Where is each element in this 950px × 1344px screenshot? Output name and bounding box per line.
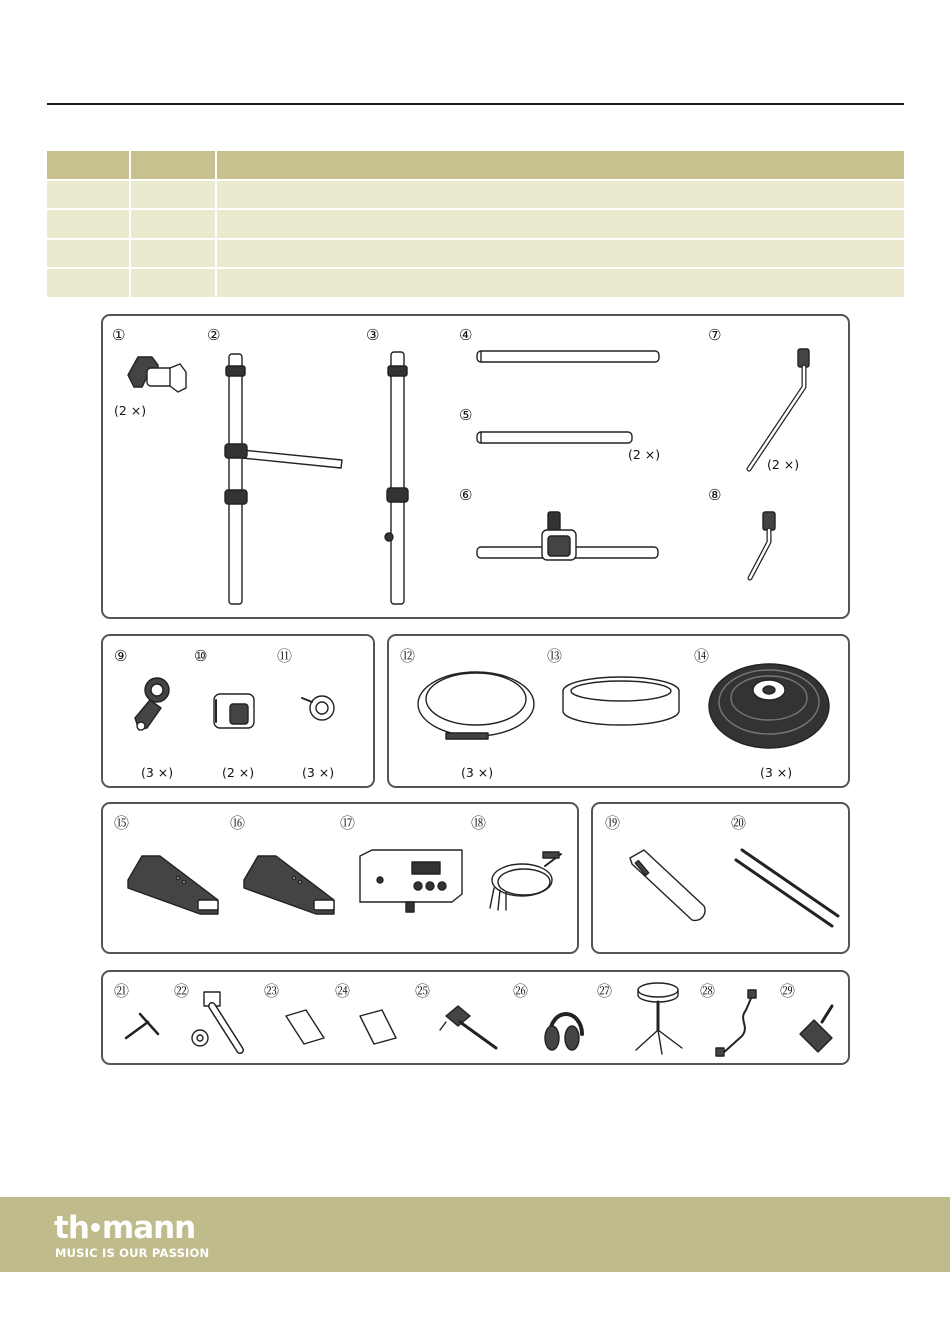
drumsticks-icon <box>736 850 838 926</box>
part-number: ④ <box>459 326 473 344</box>
part-quantity: (3 ×) <box>461 765 494 780</box>
tube-with-clamp-icon <box>477 512 658 560</box>
short-tube-icon <box>477 432 632 443</box>
part-number: ㉙ <box>780 982 796 1000</box>
part-quantity: (2 ×) <box>114 403 147 418</box>
headphones-icon <box>545 1014 582 1050</box>
clamp-ring-icon <box>214 694 254 728</box>
brand-logo <box>54 1210 196 1246</box>
logo-dot-icon <box>91 1223 100 1232</box>
part-quantity: (3 ×) <box>141 765 174 780</box>
bolt-and-nut-icon <box>192 992 240 1050</box>
hi-hat-pedal-icon <box>128 856 218 914</box>
logo-text-left: th <box>54 1210 89 1246</box>
part-number: ⑰ <box>340 814 356 832</box>
part-number: ⑧ <box>708 486 722 504</box>
clamp-icon <box>128 357 186 392</box>
part-quantity: (2 ×) <box>767 457 800 472</box>
part-number: ⑪ <box>277 647 293 665</box>
kick-pedal-icon <box>244 856 334 914</box>
stand-pole-with-arm-icon <box>225 354 342 604</box>
part-number: ⑥ <box>459 486 473 504</box>
drum-module-icon <box>360 850 462 912</box>
part-number: ㉘ <box>700 982 716 1000</box>
audio-cable-icon <box>716 990 756 1056</box>
part-number: ⑨ <box>114 647 128 665</box>
snare-pad-icon <box>563 677 679 725</box>
part-quantity: (2 ×) <box>222 765 255 780</box>
part-number: ⑮ <box>114 814 130 832</box>
manual-icon <box>286 1010 324 1044</box>
brand-tagline: MUSIC IS OUR PASSION <box>55 1246 210 1260</box>
drum-key-icon <box>126 1014 158 1038</box>
stick-bag-icon <box>630 850 705 920</box>
cable-loom-icon <box>490 852 561 910</box>
part-number: ㉗ <box>597 982 613 1000</box>
stand-pole-icon <box>385 352 408 604</box>
part-number: ③ <box>366 326 380 344</box>
part-number: ⑦ <box>708 326 722 344</box>
part-number: ㉖ <box>513 982 529 1000</box>
part-number: ⑭ <box>694 647 710 665</box>
part-number: ㉕ <box>415 982 431 1000</box>
logo-text-right: mann <box>101 1210 196 1246</box>
part-number: ⑫ <box>400 647 416 665</box>
part-quantity: (2 ×) <box>628 447 661 462</box>
drum-throne-icon <box>636 983 682 1054</box>
part-quantity: (3 ×) <box>760 765 793 780</box>
part-number: ② <box>207 326 221 344</box>
quick-guide-icon <box>360 1010 396 1044</box>
part-quantity: (3 ×) <box>302 765 335 780</box>
drum-pad-icon <box>418 672 534 739</box>
part-number: ⑬ <box>547 647 563 665</box>
part-number: ㉔ <box>335 982 351 1000</box>
multi-clamp-icon <box>135 678 169 730</box>
part-number: ⑳ <box>731 814 747 832</box>
part-number: ⑤ <box>459 406 473 424</box>
part-number: ⑲ <box>605 814 621 832</box>
cymbal-pad-icon <box>709 664 829 748</box>
part-number: ① <box>112 326 126 344</box>
part-number: ⑱ <box>471 814 487 832</box>
part-number: ⑯ <box>230 814 246 832</box>
memory-lock-icon <box>302 696 334 720</box>
long-tube-icon <box>477 351 659 362</box>
jack-adapter-icon <box>800 1006 832 1052</box>
power-adapter-icon <box>440 1006 496 1048</box>
cymbal-rod-icon <box>750 512 775 578</box>
part-number: ⑩ <box>194 647 208 665</box>
cymbal-arm-icon <box>749 349 809 469</box>
part-number: ㉑ <box>114 982 130 1000</box>
part-number: ㉓ <box>264 982 280 1000</box>
part-number: ㉒ <box>174 982 190 1000</box>
